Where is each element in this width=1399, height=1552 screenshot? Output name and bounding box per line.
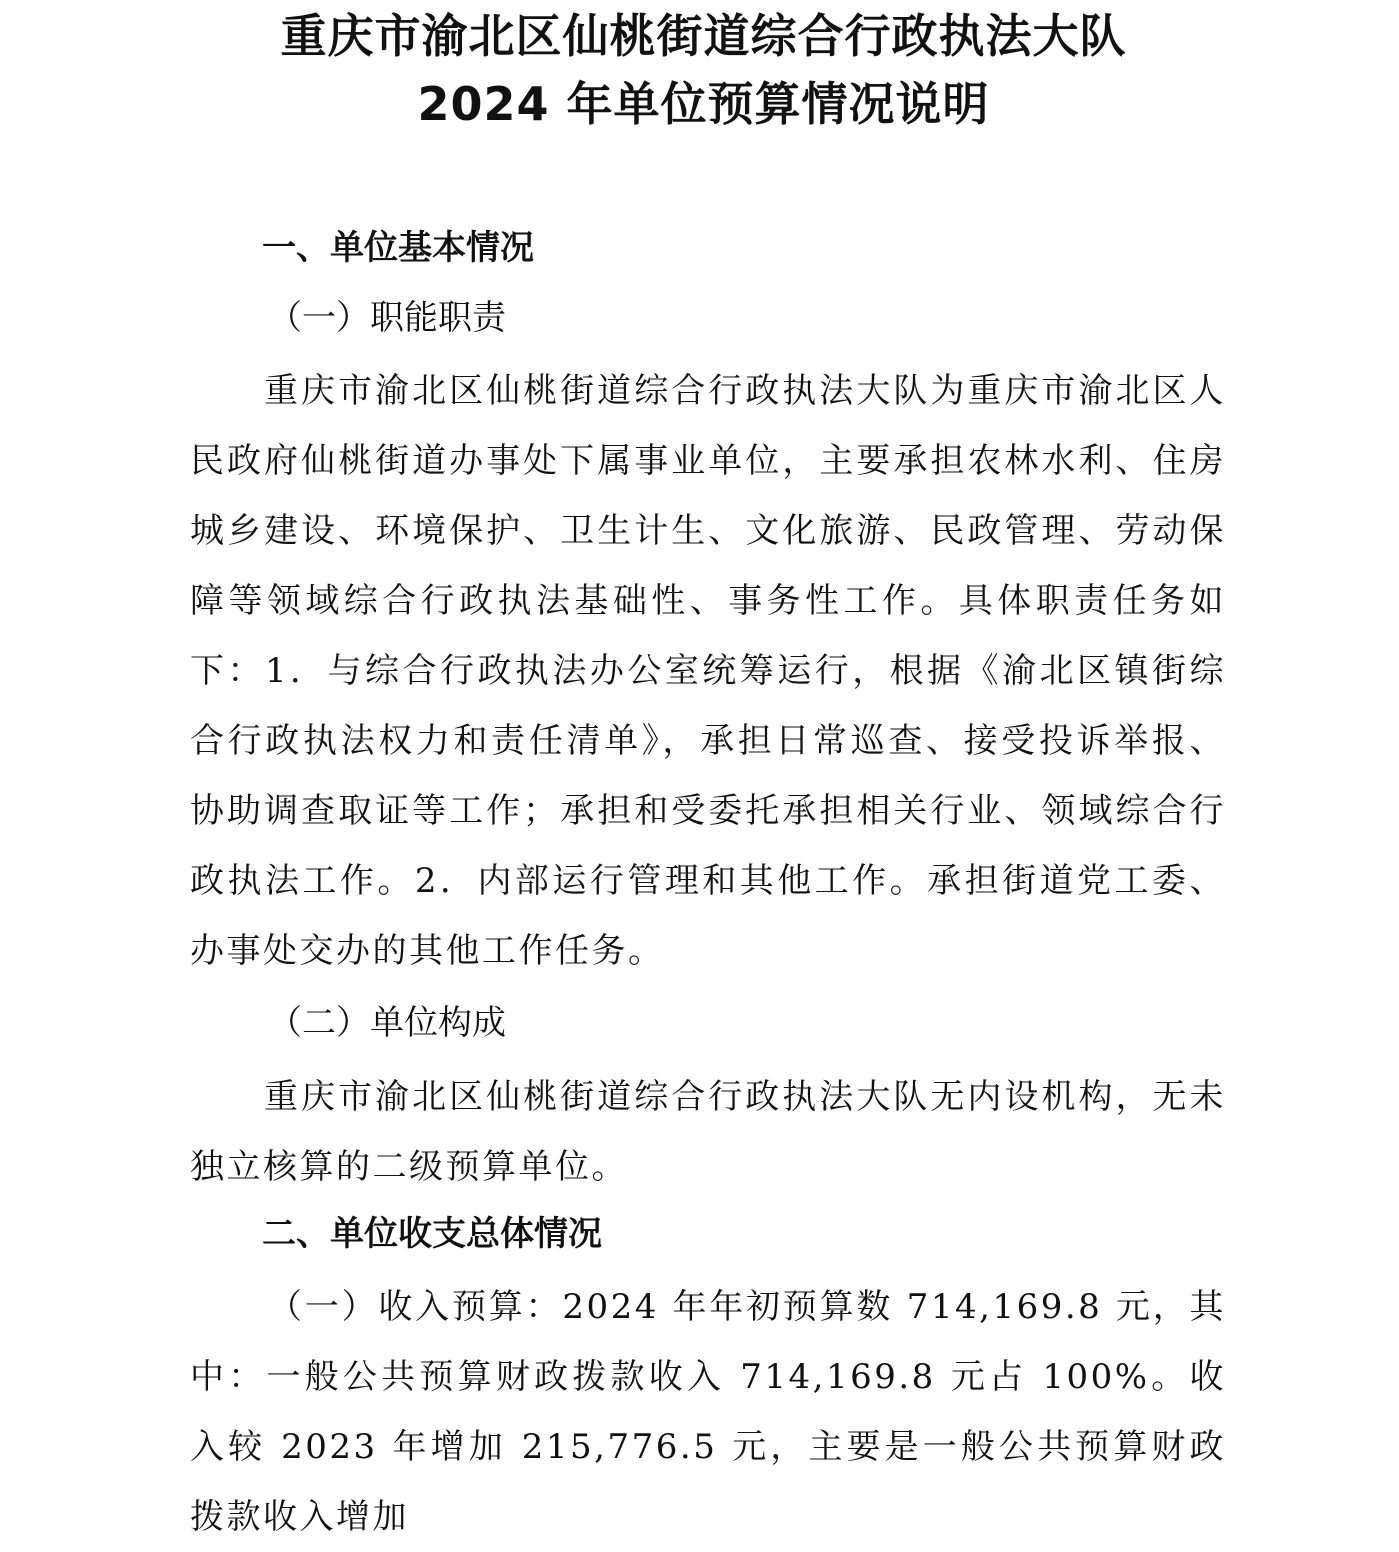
section-1-functions-paragraph: 重庆市渝北区仙桃街道综合行政执法大队为重庆市渝北区人民政府仙桃街道办事处下属事业单位，主要承担农林水利、住房城乡建设、环境保护、卫生计生、文化旅游、民政管理、劳动保障等领域综合行政执法基础性、事务性工作。具体职责任务如下：1．与综合行政执法办公室统筹运行，根据《渝北区镇街综合行政执法权力和责任清单》，承担日常巡查、接受投诉举报、协助调查取证等工作；承担和受委托承担相关行业、领域综合行政执法工作。2．内部运行管理和其他工作。承担街道党工委、办事处交办的其他工作任务。 — [190, 371, 1226, 971]
section-1-composition-paragraph: 重庆市渝北区仙桃街道综合行政执法大队无内设机构，无未独立核算的二级预算单位。 — [190, 1077, 1226, 1187]
section-2-heading: 二、单位收支总体情况 — [262, 1214, 602, 1254]
section-2-income-paragraph: （一）收入预算：2024 年年初预算数 714,169.8 元，其中：一般公共预算财政拨款收入 714,169.8 元占 100%。收入较 2023 年增加 215,776.5 元，主要是一般公共预算财政拨款收入增加 — [190, 1287, 1226, 1537]
document-title-line-2: 2024 年单位预算情况说明 — [417, 77, 990, 131]
section-1-subheading-functions: （一）职能职责 — [268, 298, 506, 338]
section-1-heading: 一、单位基本情况 — [262, 228, 534, 268]
document-title-line-1: 重庆市渝北区仙桃街道综合行政执法大队 — [280, 9, 1127, 63]
section-1-subheading-composition: （二）单位构成 — [268, 1003, 506, 1043]
